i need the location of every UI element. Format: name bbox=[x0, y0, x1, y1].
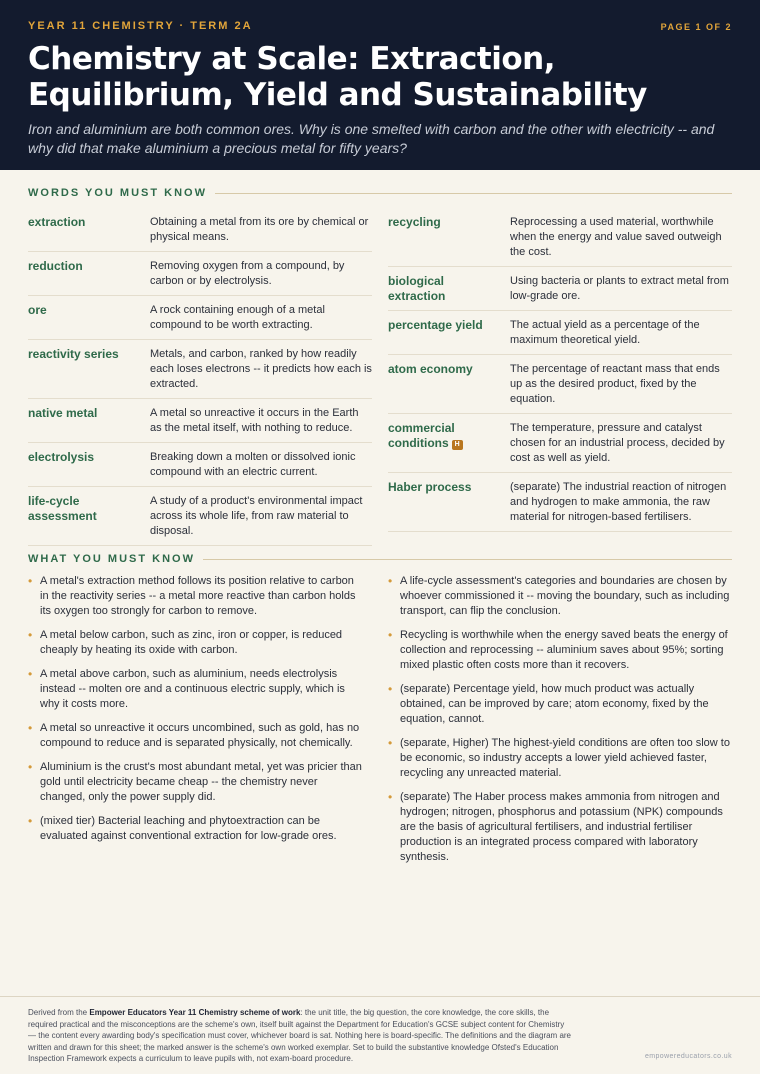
glossary-definition: Reprocessing a used material, worthwhile when the energy and value saved outweigh the cost. bbox=[510, 216, 722, 258]
know-section-heading bbox=[28, 553, 732, 565]
footer-website: empowereducators.co.uk bbox=[644, 1053, 732, 1060]
glossary-row bbox=[388, 414, 732, 473]
glossary-term bbox=[388, 362, 510, 407]
list-item bbox=[388, 628, 732, 673]
title-line-2: Equilibrium, Yield and Sustainability bbox=[28, 77, 647, 113]
glossary-definition: (separate) The industrial reaction of nitrogen and hydrogen to make ammonia, the raw material for nitrogen-based fertilisers. bbox=[510, 481, 727, 523]
bullet-icon: • bbox=[28, 574, 33, 588]
term-text: ore bbox=[28, 303, 47, 317]
term-text: recycling bbox=[388, 215, 441, 229]
glossary-definition: Obtaining a metal from its ore by chemical or physical means. bbox=[150, 216, 369, 243]
term-text: Haber process bbox=[388, 480, 472, 494]
knowledge-column-right bbox=[388, 574, 732, 874]
term-text: reduction bbox=[28, 259, 83, 273]
header-banner bbox=[0, 0, 760, 170]
bullet-icon: • bbox=[28, 760, 33, 774]
glossary-term bbox=[388, 215, 510, 260]
divider bbox=[215, 193, 732, 194]
glossary-column-left bbox=[28, 208, 372, 546]
know-heading-label: WHAT YOU MUST KNOW bbox=[28, 553, 195, 565]
bullet-text: Aluminium is the crust's most abundant metal, yet was pricier than gold until electricity became cheap -- the chemistry never changed, only the power supply did. bbox=[40, 761, 362, 803]
list-item bbox=[28, 574, 364, 619]
glossary-term bbox=[388, 318, 510, 348]
term-text: biological extraction bbox=[388, 274, 446, 303]
list-item bbox=[388, 682, 732, 727]
bullet-text: A metal's extraction method follows its position relative to carbon in the reactivity series -- a metal more reactive than carbon holds its oxygen too strongly for carbon to remove. bbox=[40, 575, 356, 617]
glossary-row bbox=[388, 311, 732, 355]
bullet-text: (separate) The Haber process makes ammonia from nitrogen and hydrogen; nitrogen, phosphorus and potassium (NPK) compounds are the basis of agricultural fertilisers, and industrial fertiliser production is an integrated process compared with laboratory synthesis. bbox=[400, 791, 723, 863]
glossary-term bbox=[28, 494, 150, 539]
knowledge-list bbox=[28, 574, 732, 874]
glossary-term bbox=[388, 480, 510, 525]
higher-tier-badge: H bbox=[452, 440, 463, 450]
bullet-icon: • bbox=[388, 574, 393, 588]
list-item bbox=[28, 628, 364, 658]
bullet-icon: • bbox=[388, 790, 393, 804]
list-item bbox=[28, 760, 364, 805]
glossary-term bbox=[28, 406, 150, 436]
glossary-row bbox=[388, 208, 732, 267]
page-title bbox=[28, 41, 732, 113]
term-text: extraction bbox=[28, 215, 86, 229]
glossary-term bbox=[28, 347, 150, 392]
footer bbox=[0, 996, 760, 1074]
bullet-text: (mixed tier) Bacterial leaching and phytoextraction can be evaluated against conventional extraction for low-grade ores. bbox=[40, 815, 337, 842]
glossary-row bbox=[28, 252, 372, 296]
term-text: life-cycle assessment bbox=[28, 494, 97, 523]
glossary-row bbox=[28, 340, 372, 399]
term-text: native metal bbox=[28, 406, 98, 420]
footer-source: Empower Educators Year 11 Chemistry scheme of work bbox=[89, 1008, 301, 1017]
bullet-text: A metal above carbon, such as aluminium, needs electrolysis instead -- molten ore and a continuous electric supply, which is why it costs more. bbox=[40, 668, 345, 710]
glossary-row bbox=[388, 267, 732, 311]
bullet-text: (separate) Percentage yield, how much product was actually obtained, can be improved by care; atom economy, fixed by the equation, cannot. bbox=[400, 683, 709, 725]
glossary-term bbox=[28, 215, 150, 245]
title-line-1: Chemistry at Scale: Extraction, bbox=[28, 41, 555, 77]
term-text: percentage yield bbox=[388, 318, 483, 332]
words-heading-label: WORDS YOU MUST KNOW bbox=[28, 187, 207, 199]
glossary-definition: Removing oxygen from a compound, by carbon or by electrolysis. bbox=[150, 260, 345, 287]
term-text: electrolysis bbox=[28, 450, 95, 464]
glossary-row bbox=[28, 208, 372, 252]
glossary-definition: A study of a product's environmental impact across its whole life, from raw material to disposal. bbox=[150, 495, 363, 537]
glossary-row bbox=[28, 443, 372, 487]
words-section-heading bbox=[28, 187, 732, 199]
list-item bbox=[28, 721, 364, 751]
footer-body: : the unit title, the big question, the core knowledge, the core skills, the required practical and the misconceptions are the scheme's own, itself built against the Department for Education's GCSE subject content for Chemistry — the content every awarding body's specification must cover, whichever board is sat. Nothing here is board-specific. The definitions and the diagram are written and drawn for this sheet; the marked answer is the scheme's own worked exemplar. Set to build the substantive knowledge Ofsted's Education Inspection Framework expects a curriculum to leave pupils with, not exam-board procedure. bbox=[28, 1008, 571, 1063]
bullet-text: A life-cycle assessment's categories and boundaries are chosen by whoever commissioned it -- moving the boundary, such as including transport, can flip the conclusion. bbox=[400, 575, 730, 617]
glossary-term bbox=[28, 450, 150, 480]
glossary-term bbox=[28, 259, 150, 289]
glossary-definition: Using bacteria or plants to extract metal from low-grade ore. bbox=[510, 275, 729, 302]
page-number: PAGE 1 OF 2 bbox=[660, 22, 732, 32]
footer-lead: Derived from the bbox=[28, 1008, 90, 1017]
glossary-term bbox=[388, 421, 510, 466]
glossary-definition: A metal so unreactive it occurs in the Earth as the metal itself, with nothing to reduce. bbox=[150, 407, 359, 434]
course-kicker: YEAR 11 CHEMISTRY · TERM 2A bbox=[28, 20, 253, 32]
divider bbox=[203, 559, 732, 560]
glossary bbox=[28, 208, 732, 546]
bullet-icon: • bbox=[388, 682, 393, 696]
list-item bbox=[388, 736, 732, 781]
bullet-icon: • bbox=[28, 721, 33, 735]
glossary-definition: The actual yield as a percentage of the maximum theoretical yield. bbox=[510, 319, 700, 346]
glossary-definition: The temperature, pressure and catalyst chosen for an industrial process, decided by cost as well as yield. bbox=[510, 422, 725, 464]
bullet-text: A metal so unreactive it occurs uncombined, such as gold, has no compound to reduce and is separated physically, not chemically. bbox=[40, 722, 360, 749]
bullet-text: A metal below carbon, such as zinc, iron or copper, is reduced cheaply by heating its oxide with carbon. bbox=[40, 629, 343, 656]
footer-attribution bbox=[28, 1007, 573, 1065]
bullet-icon: • bbox=[28, 628, 33, 642]
big-question: Iron and aluminium are both common ores. Why is one smelted with carbon and the other with electricity -- and why did that make aluminium a precious metal for fifty years? bbox=[28, 121, 715, 156]
bullet-icon: • bbox=[28, 667, 33, 681]
term-text: atom economy bbox=[388, 362, 473, 376]
glossary-definition: A rock containing enough of a metal compound to be worth extracting. bbox=[150, 304, 325, 331]
glossary-term bbox=[28, 303, 150, 333]
list-item bbox=[388, 790, 732, 865]
term-text: reactivity series bbox=[28, 347, 119, 361]
list-item bbox=[28, 667, 364, 712]
bullet-icon: • bbox=[388, 628, 393, 642]
bullet-text: (separate, Higher) The highest-yield conditions are often too slow to be economic, so industry accepts a lower yield achieved faster, recycling any unreacted material. bbox=[400, 737, 730, 779]
bullet-icon: • bbox=[28, 814, 33, 828]
bullet-icon: • bbox=[388, 736, 393, 750]
glossary-definition: The percentage of reactant mass that ends up as the desired product, fixed by the equation. bbox=[510, 363, 720, 405]
glossary-term bbox=[388, 274, 510, 304]
term-text: commercial conditions bbox=[388, 421, 455, 450]
glossary-row bbox=[28, 296, 372, 340]
list-item bbox=[28, 814, 364, 844]
list-item bbox=[388, 574, 732, 619]
glossary-row bbox=[388, 473, 732, 532]
glossary-definition: Metals, and carbon, ranked by how readily each loses electrons -- it predicts how each is extracted. bbox=[150, 348, 372, 390]
knowledge-column-left bbox=[28, 574, 364, 874]
glossary-row bbox=[28, 399, 372, 443]
glossary-row bbox=[28, 487, 372, 546]
glossary-column-right bbox=[388, 208, 732, 546]
bullet-text: Recycling is worthwhile when the energy saved beats the energy of collection and reprocessing -- aluminium saves about 95%; sorting mixed plastic often costs more than it recovers. bbox=[400, 629, 728, 671]
glossary-definition: Breaking down a molten or dissolved ionic compound with an electric current. bbox=[150, 451, 356, 478]
glossary-row bbox=[388, 355, 732, 414]
